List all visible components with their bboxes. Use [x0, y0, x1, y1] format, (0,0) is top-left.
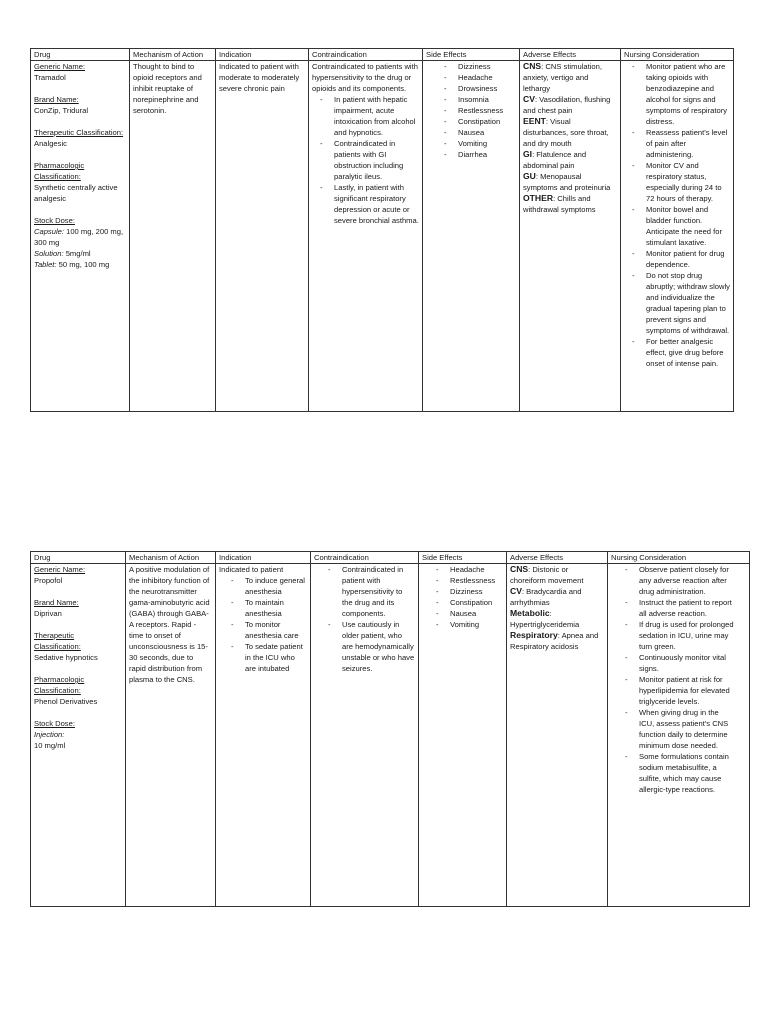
brand-name: Diprivan	[34, 609, 62, 618]
adverse-item: CV: Bradycardia and arrhythmias	[510, 586, 582, 607]
indication-cell	[216, 564, 311, 907]
pharmacologic-label: Pharmacologic Classification:	[34, 161, 85, 181]
header-nursing: Nursing Consideration	[608, 552, 750, 564]
nursing-cell	[621, 61, 734, 412]
adverse-item: EENT: Visual disturbances, sore throat, and dry mouth	[523, 116, 609, 148]
list-item: - Contraindicated in patients with GI obstruction including paralytic ileus.	[312, 138, 419, 182]
list-item: - Do not stop drug abruptly; withdraw slowly and individualize the gradual tapering plan to prevent signs and symptoms of withdrawal.	[624, 270, 730, 336]
header-side-effects: Side Effects	[419, 552, 507, 564]
list-item: - To induce general anesthesia	[223, 575, 307, 597]
side-effects-list	[422, 564, 503, 630]
side-effects-cell	[419, 564, 507, 907]
drug-table-tramadol	[30, 48, 734, 412]
brand-name: ConZip, Tridural	[34, 106, 89, 115]
adverse-effects-cell	[507, 564, 608, 907]
table-row	[31, 564, 750, 907]
adverse-item: CNS: CNS stimulation, anxiety, vertigo and lethargy	[523, 61, 602, 93]
brand-name-label: Brand Name:	[34, 95, 79, 104]
table-header-row	[31, 552, 750, 564]
list-item: - Constipation	[428, 597, 503, 608]
nursing-list	[611, 564, 746, 795]
mechanism-cell: Thought to bind to opioid receptors and inhibit reuptake of norepinephrine and serotonin.	[130, 61, 216, 412]
nursing-cell	[608, 564, 750, 907]
stock-dose-item: Tablet: 50 mg, 100 mg	[34, 260, 110, 269]
therapeutic-class: Analgesic	[34, 139, 67, 148]
therapeutic-label: Therapeutic Classification:	[34, 128, 124, 137]
list-item: - Monitor patient who are taking opioids with benzodiazepine and alcohol for signs and symptoms of respiratory distress.	[624, 61, 730, 127]
list-item: - Dizziness	[436, 61, 516, 72]
adverse-item: GU: Menopausal symptoms and proteinuria	[523, 171, 611, 192]
generic-name: Tramadol	[34, 73, 66, 82]
contraindication-intro: Contraindicated to patients with hypersensitivity to the drug or opioids and its components.	[312, 62, 418, 93]
list-item: - Constipation	[436, 116, 516, 127]
stock-dose-label: Stock Dose:	[34, 216, 75, 225]
contraindication-cell	[311, 564, 419, 907]
adverse-item: GI: Flatulence and abdominal pain	[523, 149, 587, 170]
list-item: - To monitor anesthesia care	[223, 619, 307, 641]
list-item: - Nausea	[428, 608, 503, 619]
list-item: - Vomiting	[436, 138, 516, 149]
side-effects-cell	[423, 61, 520, 412]
header-drug: Drug	[31, 552, 126, 564]
list-item: - Lastly, in patient with significant respiratory depression or acute or severe bronchial asthma.	[312, 182, 419, 226]
list-item: - Insomnia	[436, 94, 516, 105]
stock-dose-label: Stock Dose:	[34, 719, 75, 728]
header-side-effects: Side Effects	[423, 49, 520, 61]
brand-name-label: Brand Name:	[34, 598, 79, 607]
side-effects-list	[426, 61, 516, 160]
list-item: - Vomiting	[428, 619, 503, 630]
indication-list	[223, 575, 307, 674]
header-adverse-effects: Adverse Effects	[507, 552, 608, 564]
list-item: - Instruct the patient to report all adverse reaction.	[617, 597, 736, 619]
therapeutic-label: Therapeutic Classification:	[34, 631, 81, 651]
pharmacologic-class: Synthetic centrally active analgesic	[34, 183, 118, 203]
header-mechanism: Mechanism of Action	[126, 552, 216, 564]
list-item: - To maintain anesthesia	[223, 597, 307, 619]
header-drug: Drug	[31, 49, 130, 61]
list-item: - Diarrhea	[436, 149, 516, 160]
contraindication-list	[314, 564, 415, 674]
list-item: - When giving drug in the ICU, assess patient's CNS function daily to determine minimum dose needed.	[617, 707, 736, 751]
contraindication-list	[312, 94, 419, 226]
list-item: - Dizziness	[428, 586, 503, 597]
list-item: - Monitor CV and respiratory status, especially during 24 to 72 hours of therapy.	[624, 160, 730, 204]
list-item: - In patient with hepatic impairment, acute intoxication from alcohol and hypnotics.	[312, 94, 419, 138]
drug-table-propofol	[30, 551, 750, 907]
list-item: - Observe patient closely for any adverse reaction after drug administration.	[617, 564, 736, 597]
table-header-row	[31, 49, 734, 61]
adverse-item: OTHER: Chills and withdrawal symptoms	[523, 193, 596, 214]
stock-dose-item: Solution: 5mg/ml	[34, 249, 91, 258]
mechanism-cell: A positive modulation of the inhibitory function of the neurotransmitter gama-aminobutyric acid (GABA) through GABA-A receptors. Rapid - time to onset of unconsciousness is 15-30 seconds, due to rapid distribution from plasma to the CNS.	[126, 564, 216, 907]
list-item: - Monitor bowel and bladder function. Anticipate the need for stimulant laxative.	[624, 204, 730, 248]
pharmacologic-label: Pharmacologic Classification:	[34, 675, 85, 695]
contraindication-cell	[309, 61, 423, 412]
header-contraindication: Contraindication	[309, 49, 423, 61]
adverse-item: Metabolic: Hypertriglyceridemia	[510, 608, 580, 629]
stock-dose-form: Injection:	[34, 730, 65, 739]
generic-name: Propofol	[34, 576, 63, 585]
list-item: - Headache	[436, 72, 516, 83]
generic-name-label: Generic Name:	[34, 62, 86, 71]
table-row	[31, 61, 734, 412]
nursing-list	[624, 61, 730, 369]
header-adverse-effects: Adverse Effects	[520, 49, 621, 61]
header-mechanism: Mechanism of Action	[130, 49, 216, 61]
list-item: - Restlessness	[436, 105, 516, 116]
list-item: - Contraindicated in patient with hypersensitivity to the drug and its components.	[320, 564, 415, 619]
adverse-item: CNS: Distonic or choreiform movement	[510, 564, 584, 585]
list-item: - For better analgesic effect, give drug before onset of intense pain.	[624, 336, 730, 369]
generic-name-label: Generic Name:	[34, 565, 86, 574]
drug-cell	[31, 564, 126, 907]
list-item: - Continuously monitor vital signs.	[617, 652, 736, 674]
header-nursing: Nursing Consideration	[621, 49, 734, 61]
list-item: - To sedate patient in the ICU who are intubated	[223, 641, 307, 674]
list-item: - Nausea	[436, 127, 516, 138]
therapeutic-class: Sedative hypnotics	[34, 653, 98, 662]
stock-dose-value: 10 mg/ml	[34, 741, 66, 750]
adverse-item: CV: Vasodilation, flushing and chest pain	[523, 94, 611, 115]
header-indication: Indication	[216, 49, 309, 61]
list-item: - If drug is used for prolonged sedation in ICU, urine may turn green.	[617, 619, 736, 652]
indication-intro: Indicated to patient	[219, 565, 284, 574]
list-item: - Monitor patient at risk for hyperlipidemia for elevated triglyceride levels.	[617, 674, 736, 707]
list-item: - Reassess patient's level of pain after administering.	[624, 127, 730, 160]
list-item: - Some formulations contain sodium metabisulfite, a sulfite, which may cause allergic-type reactions.	[617, 751, 736, 795]
header-indication: Indication	[216, 552, 311, 564]
adverse-effects-cell	[520, 61, 621, 412]
list-item: - Monitor patient for drug dependence.	[624, 248, 730, 270]
drug-cell	[31, 61, 130, 412]
list-item: - Drowsiness	[436, 83, 516, 94]
list-item: - Headache	[428, 564, 503, 575]
adverse-item: Respiratory: Apnea and Respiratory acidosis	[510, 630, 599, 651]
list-item: - Use cautiously in older patient, who are hemodynamically unstable or who have seizures.	[320, 619, 415, 674]
indication-cell: Indicated to patient with moderate to moderately severe chronic pain	[216, 61, 309, 412]
stock-dose-item: Capsule: 100 mg, 200 mg, 300 mg	[34, 227, 124, 247]
list-item: - Restlessness	[428, 575, 503, 586]
pharmacologic-class: Phenol Derivatives	[34, 697, 98, 706]
header-contraindication: Contraindication	[311, 552, 419, 564]
